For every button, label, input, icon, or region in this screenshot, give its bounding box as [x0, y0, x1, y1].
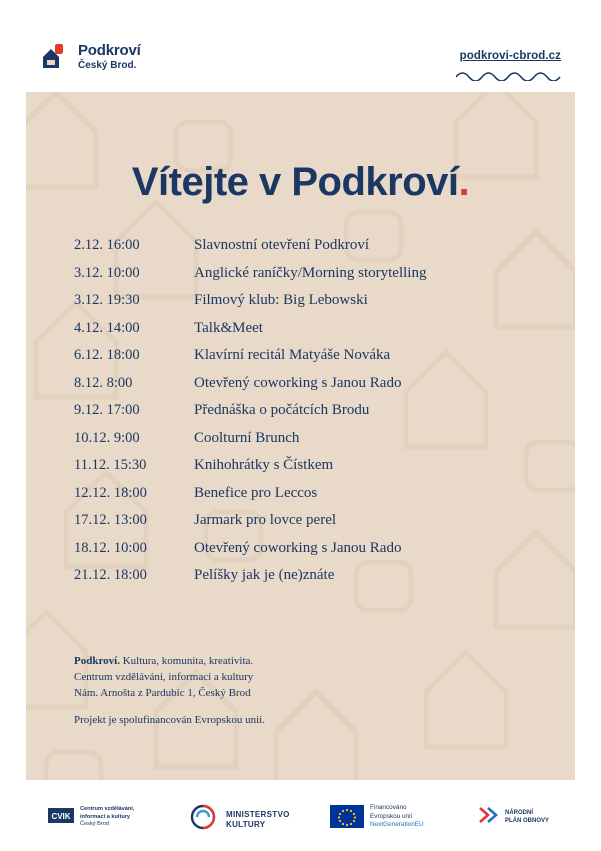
- event-title: Slavnostní otevření Podkroví: [194, 237, 369, 253]
- eu-line-1: Financováno: [370, 804, 407, 811]
- eu-flag-icon: [330, 805, 364, 828]
- event-title: Jarmark pro lovce perel: [194, 512, 337, 528]
- event-time: 9.12. 17:00: [74, 402, 140, 418]
- sponsor-ministerstvo-kultury: [186, 804, 290, 835]
- svg-text:CVIK: CVIK: [51, 812, 71, 821]
- event-title: Otevřený coworking s Janou Rado: [194, 374, 402, 391]
- page-header: [0, 0, 601, 92]
- events-list: [74, 237, 534, 595]
- list-item: [74, 485, 534, 513]
- event-time: 21.12. 18:00: [74, 567, 147, 583]
- wave-decoration-icon: [456, 68, 561, 80]
- list-item: [74, 402, 534, 430]
- cvik-line-1: Centrum vzdělávání,: [80, 806, 135, 813]
- event-title: Otevřený coworking s Janou Rado: [194, 539, 402, 556]
- event-time: 17.12. 13:00: [74, 512, 147, 528]
- event-title: Coolturní Brunch: [194, 429, 300, 446]
- list-item: [74, 512, 534, 540]
- list-item: [74, 540, 534, 568]
- event-title: Knihohrátky s Čístkem: [194, 457, 334, 473]
- event-time: 4.12. 14:00: [74, 319, 140, 336]
- ministerstvo-kultury-text: [226, 810, 290, 830]
- ministerstvo-kultury-logo-icon: [186, 804, 220, 835]
- footer-spacer: [74, 702, 265, 713]
- website-link[interactable]: podkrovi-cbrod.cz: [459, 50, 561, 62]
- npo-logo-text: [505, 810, 549, 826]
- event-title: Filmový klub: Big Lebowski: [194, 292, 368, 308]
- eu-line-2: Evropskou unií: [370, 812, 413, 820]
- event-time: 18.12. 10:00: [74, 539, 147, 556]
- npo-logo-icon: [477, 804, 499, 831]
- footer-line-2: Centrum vzdělávání, informací a kultury: [74, 670, 254, 683]
- event-time: 8.12. 8:00: [74, 374, 133, 391]
- list-item: [74, 265, 534, 293]
- list-item: [74, 567, 534, 595]
- event-title: Klavírní recitál Matyáše Nováka: [194, 347, 391, 363]
- eu-line-3: NextGenerationEU: [370, 821, 424, 829]
- footer-line-3: Nám. Arnošta z Pardubic 1, Český Brod: [74, 686, 251, 699]
- footer-tagline: Kultura, komunita, kreativita.: [119, 655, 254, 667]
- event-time: 12.12. 18:00: [74, 484, 147, 501]
- list-item: [74, 375, 534, 403]
- list-item: [74, 430, 534, 458]
- mk-line-2: KULTURY: [226, 819, 266, 829]
- mk-line-1: MINISTERSTVO: [226, 809, 290, 819]
- list-item: [74, 347, 534, 375]
- list-item: [74, 457, 534, 485]
- brand-subtitle: Český Brod.: [78, 60, 137, 71]
- cvik-line-2: informací a kultury: [80, 813, 131, 820]
- event-time: 11.12. 15:30: [74, 457, 147, 473]
- event-time: 10.12. 9:00: [74, 429, 140, 446]
- list-item: [74, 292, 534, 320]
- event-title: Anglické raníčky/Morning storytelling: [194, 264, 427, 281]
- brand-logo-text: [78, 43, 141, 71]
- cvik-logo-icon: [48, 804, 74, 831]
- npo-line-1: NÁRODNÍ: [505, 809, 533, 816]
- event-time: 2.12. 16:00: [74, 237, 140, 253]
- poster-panel: [26, 92, 575, 780]
- sponsor-cvik: [48, 804, 134, 831]
- poster-title-dot: .: [458, 160, 470, 204]
- poster-footer-text: [74, 654, 265, 729]
- eu-logo-text: [370, 804, 424, 830]
- list-item: [74, 237, 534, 265]
- list-item: [74, 320, 534, 348]
- event-time: 3.12. 19:30: [74, 292, 140, 308]
- podkrovi-logo-icon: [41, 44, 71, 74]
- sponsor-bar: [0, 780, 601, 851]
- cvik-line-3: Český Brod: [80, 821, 109, 828]
- poster-title: [26, 160, 575, 205]
- event-title: Benefice pro Leccos: [194, 484, 318, 501]
- footer-brand: Podkroví.: [74, 655, 120, 667]
- event-time: 3.12. 10:00: [74, 264, 140, 281]
- poster-title-text: Vítejte v Podkroví: [131, 160, 459, 204]
- brand-logo[interactable]: [41, 43, 141, 74]
- event-title: Talk&Meet: [194, 319, 263, 336]
- npo-line-2: PLÁN OBNOVY: [505, 817, 550, 824]
- cvik-logo-text: [80, 806, 134, 829]
- sponsor-narodni-plan-obnovy: [477, 804, 549, 831]
- footer-line-1: [74, 654, 265, 670]
- event-title: Pelíšky jak je (ne)znáte: [194, 567, 335, 583]
- event-time: 6.12. 18:00: [74, 347, 140, 363]
- footer-line-4: Projekt je spolufinancován Evropskou unií.: [74, 713, 265, 726]
- event-title: Přednáška o počátcích Brodu: [194, 402, 370, 418]
- brand-title: Podkroví: [78, 42, 141, 59]
- sponsor-eu: [330, 804, 424, 830]
